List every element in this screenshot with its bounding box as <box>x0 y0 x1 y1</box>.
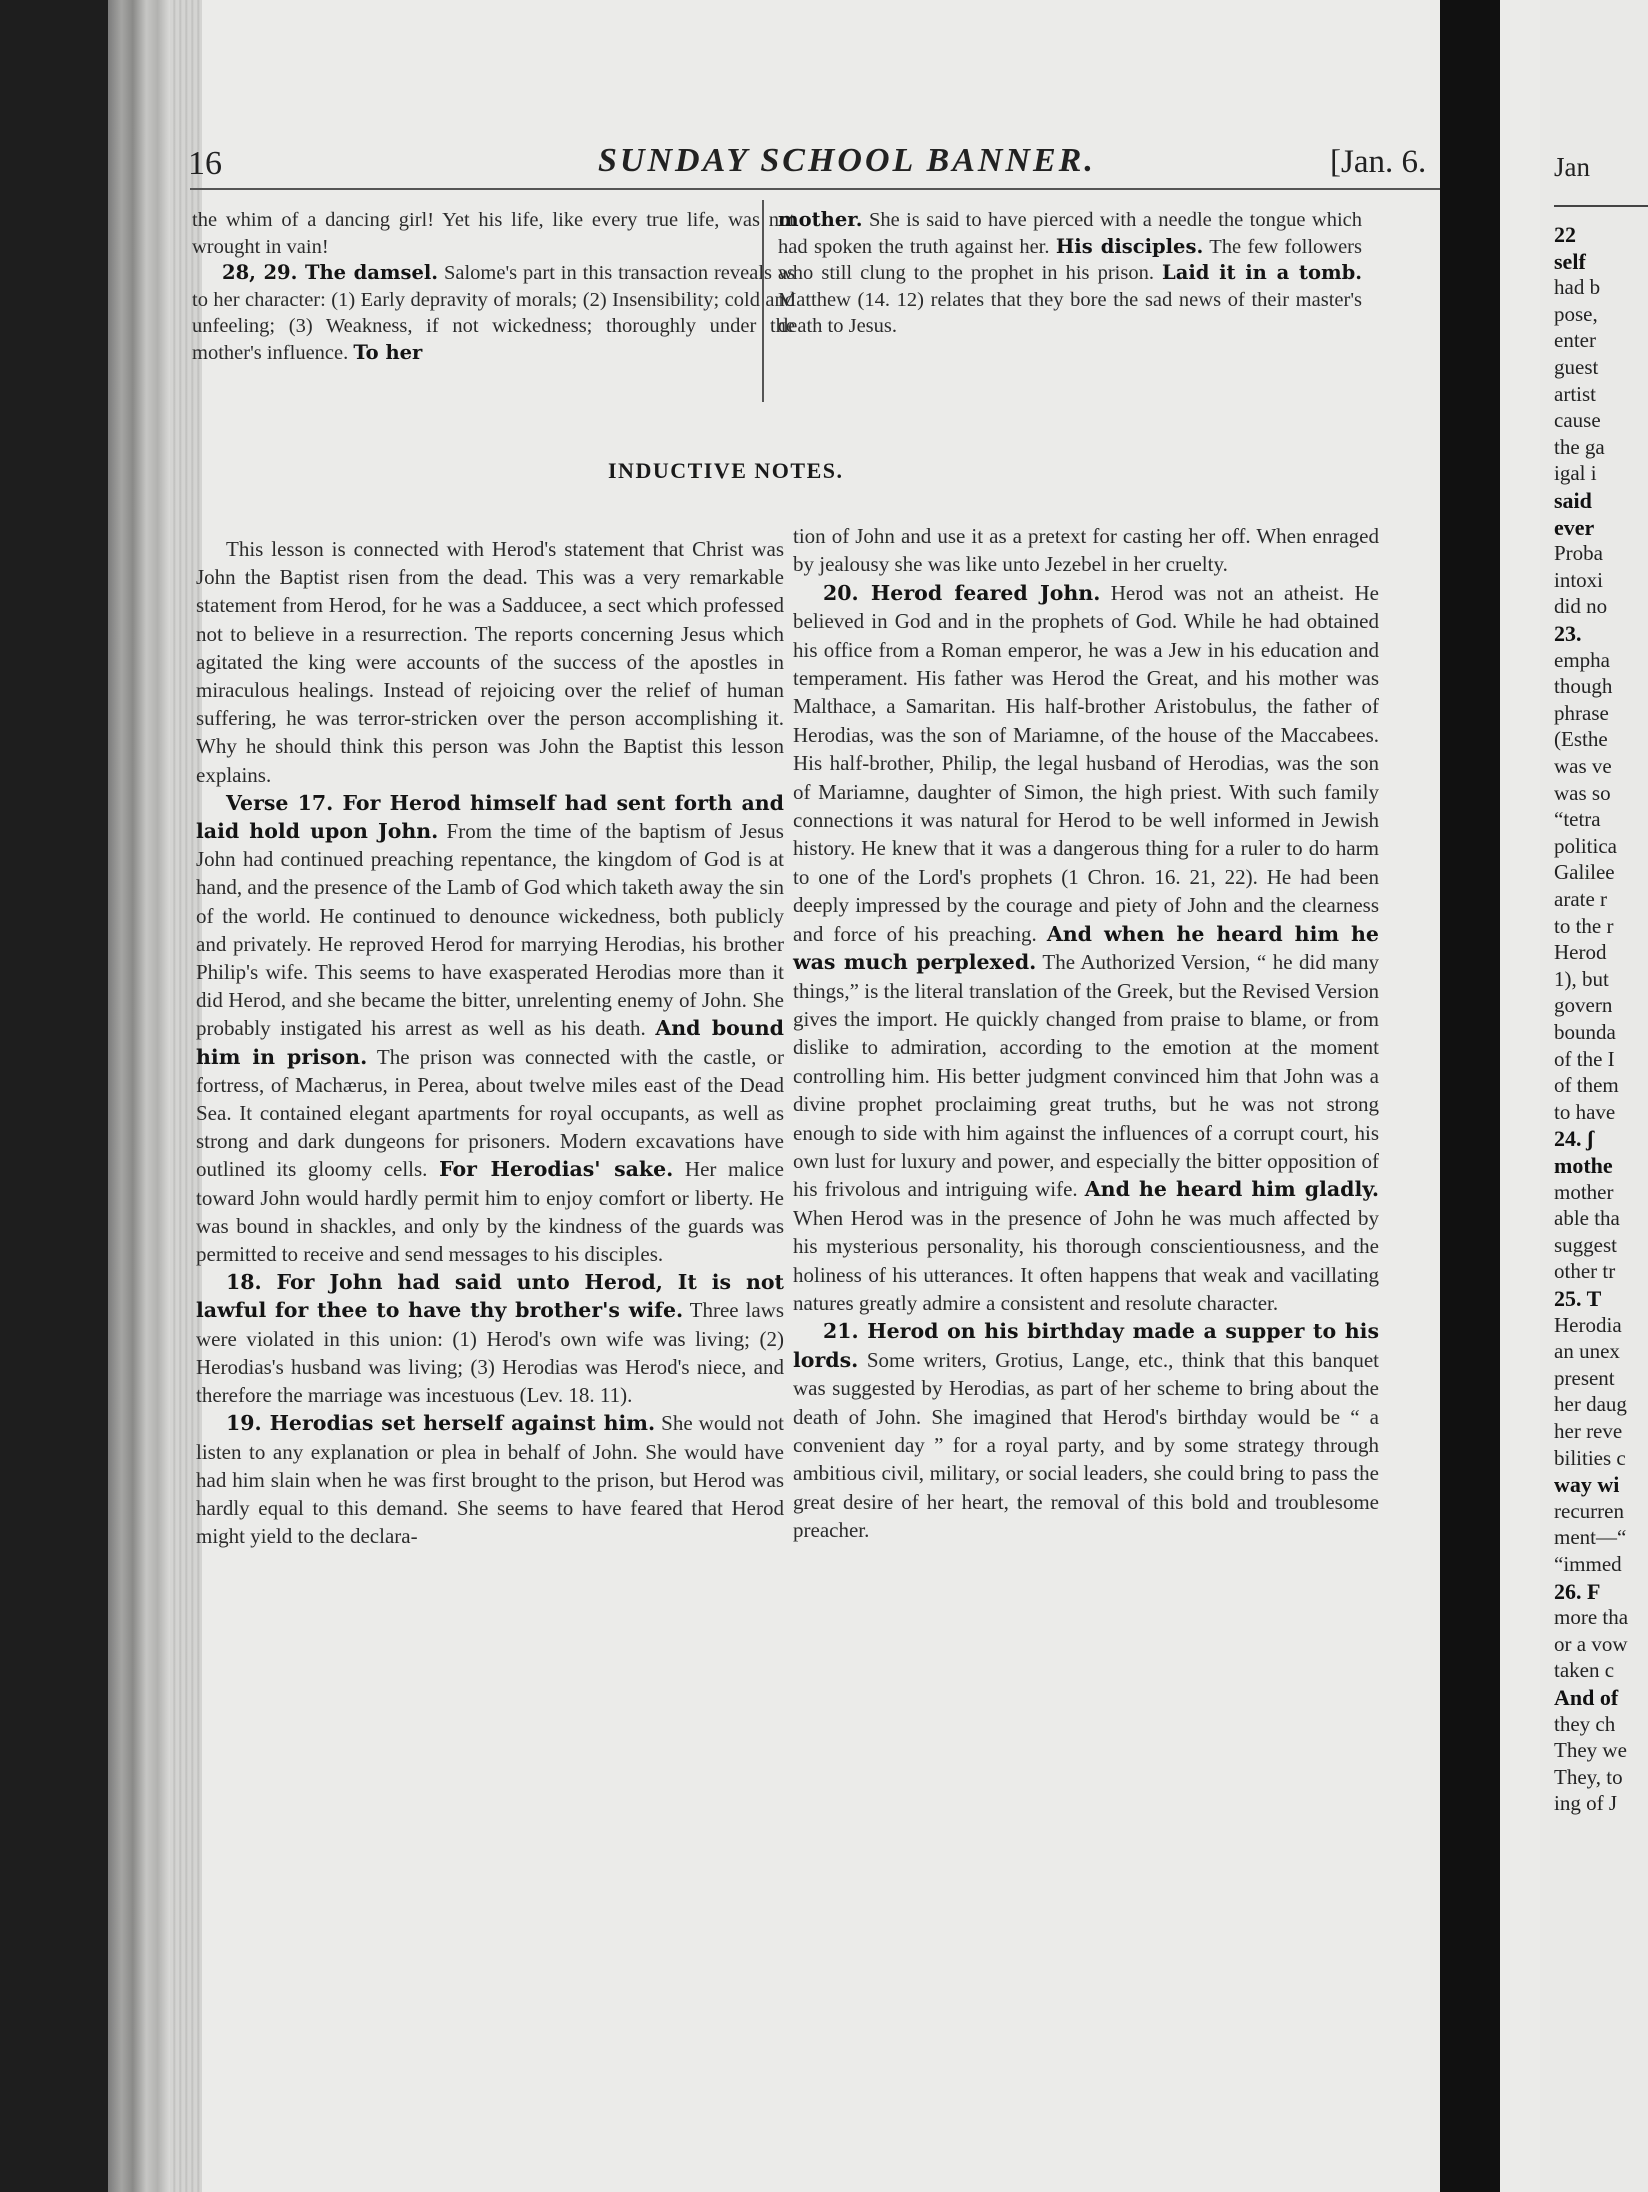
next-page-line: Proba <box>1554 541 1603 566</box>
next-page-line: recurren <box>1554 1498 1624 1523</box>
verse-heading: And bound him in prison. <box>196 1016 784 1069</box>
next-page-rule <box>1554 205 1648 207</box>
next-page-line: her daug <box>1554 1392 1627 1417</box>
next-page-line: was so <box>1554 780 1611 805</box>
paragraph: tion of John and use it as a pretext for casting her off. When enraged by jealousy she was like unto Jezebel in her cruelty. <box>793 524 1379 577</box>
next-page-line: present <box>1554 1365 1615 1390</box>
next-page-line: Herod <box>1554 940 1607 965</box>
paragraph-text: Three laws were violated in this union: (1) Herod's own wife was living; (2) Herodias's husband was living; (3) Herodias was Herod's niece, and therefore the marriage was incestuous (Lev. 18. 11). <box>196 1298 784 1408</box>
paragraph-text: She would not listen to any explanation or plea in behalf of John. She would have had him slain when he was first brought to the prison, but Herod was hardly equal to this demand. She seems to have feared that Herod might yield to the declara- <box>196 1411 785 1549</box>
next-page-line: igal i <box>1554 461 1597 486</box>
next-page-line: was ve <box>1554 754 1612 778</box>
next-page-header: Jan <box>1554 152 1590 182</box>
verse-heading: 19. Herodias set herself against him. <box>226 1411 656 1436</box>
page-edge-shadow <box>1440 0 1500 2192</box>
next-page-line: 25. T <box>1554 1286 1602 1311</box>
verse-heading: For Herodias' sake. <box>439 1157 674 1182</box>
next-page-line: Herodia <box>1554 1312 1622 1337</box>
next-page-line: guest <box>1554 355 1599 379</box>
next-page-fragment <box>1540 0 1648 2192</box>
next-page-line: had b <box>1554 275 1601 300</box>
next-page-line: self <box>1554 248 1586 274</box>
next-page-line: or a vow <box>1554 1631 1628 1656</box>
next-page-line: empha <box>1554 647 1610 672</box>
running-title: SUNDAY SCHOOL BANNER. <box>598 142 1096 179</box>
next-page-line: they ch <box>1554 1711 1616 1736</box>
paragraph-text: The few followers who still clung to the prophet in his prison. <box>778 235 1362 284</box>
next-page-line: They, to <box>1554 1764 1623 1789</box>
header-date: [Jan. 6. <box>1330 144 1427 180</box>
next-page-line: “immed <box>1554 1552 1622 1576</box>
next-page-line: ment—“ <box>1554 1525 1627 1550</box>
next-page-line: the ga <box>1554 434 1605 459</box>
paragraph-text: When Herod was in the presence of John he was much affected by his mysterious personality, his thorough conscientiousness, and the holiness of his utterances. It often happens that weak and vacillating natures greatly admire a consistent and resolute character. <box>793 1205 1379 1315</box>
next-page-line: 23. <box>1554 621 1582 646</box>
next-page-line: arate r <box>1554 887 1608 911</box>
next-page-line: cause <box>1554 408 1601 433</box>
verse-heading: 20. Herod feared John. <box>823 580 1101 605</box>
paragraph-text: From the time of the baptism of Jesus John had continued preaching repentance, the kingdom of God is at hand, and the presence of the Lamb of God which taketh away the sin of the world. He continued to denounce wickedness, both publicly and privately. He reproved Herod for marrying Herodias, his brother Philip's wife. This seems to have exasperated Herodias more than it did Herod, and she became the bitter, unrelenting enemy of John. She probably instigated his arrest as well as his death. <box>196 819 784 1041</box>
next-page-line: an unex <box>1554 1339 1620 1364</box>
next-page-line: to the r <box>1554 913 1614 938</box>
next-page-line: intoxi <box>1554 567 1604 592</box>
paragraph <box>196 1409 784 1550</box>
verse-heading: And he heard him gladly. <box>1084 1177 1379 1202</box>
next-page-line: mothe <box>1554 1153 1613 1178</box>
column-right <box>793 522 1379 1545</box>
paragraph <box>192 260 795 366</box>
next-page-line: ever <box>1554 514 1595 540</box>
next-page-line: politica <box>1554 833 1617 858</box>
next-page-line: other tr <box>1554 1259 1616 1284</box>
paragraph-text: The Authorized Version, “ he did many things,” is the literal translation of the Greek, but the Revised Version gives the import. He quickly changed from praise to blame, or from dislike to admiration, according to the emotion at the moment controlling him. His better judgment convinced him that John was a divine prophet proclaiming great truths, but he was not strong enough to side with him against the influences of a corrupt court, his own lust for luxury and power, and especially the bitter opposition of his frivolous and intriguing wife. <box>793 950 1379 1202</box>
next-page-line: 22 <box>1554 222 1576 247</box>
next-page-line: of them <box>1554 1073 1619 1098</box>
paragraph: This lesson is connected with Herod's statement that Christ was John the Baptist risen from the dead. This was a very remarkable statement from Herod, for he was a Sadducee, a sect which professed not to believe in a resurrection. The reports concerning Jesus which agitated the king were accounts of the success of the apostles in miraculous healings. Instead of rejoicing over the relief of human suffering, he was terror-stricken over the person accomplishing it. Why he should think this person was John the Baptist this lesson explains. <box>196 537 784 787</box>
binding-gutter <box>108 0 170 2192</box>
paragraph <box>793 1317 1379 1544</box>
paragraph <box>778 207 1362 340</box>
top-column-left <box>192 207 795 366</box>
verse-heading: mother. <box>778 208 863 231</box>
column-divider <box>762 200 764 402</box>
next-page-line: mother <box>1554 1179 1614 1204</box>
next-page-line: way wi <box>1554 1472 1620 1498</box>
next-page-line: of the I <box>1554 1046 1615 1071</box>
next-page-line: And of <box>1554 1685 1619 1710</box>
next-page-line: suggest <box>1554 1232 1617 1257</box>
verse-heading: To her <box>353 340 423 364</box>
next-page-line: enter <box>1554 328 1596 353</box>
top-column-right <box>778 207 1362 340</box>
paragraph-text: Some writers, Grotius, Lange, etc., think that this banquet was suggested by Herodias, as part of her scheme to bring about the death of John. She imagined that Herod's birthday would be “ a convenient day ” for a royal party, and by some strategy through ambitious civil, military, or social leaders, she could bring to pass the great desire of her heart, the removal of this bold and troublesome preacher. <box>793 1347 1379 1543</box>
paragraph <box>196 789 784 1268</box>
verse-heading: His disciples. <box>1055 234 1204 258</box>
next-page-line: 26. F <box>1554 1578 1601 1604</box>
paragraph-text: Her malice toward John would hardly permit him to enjoy comfort or liberty. He was bound in shackles, and only by the kindness of the guards was permitted to receive and send messages to his disciples. <box>196 1157 784 1267</box>
next-page-line: bilities c <box>1554 1445 1626 1470</box>
verse-heading: 18. For John had said unto Herod, It is not lawful for thee to have thy brother's wife. <box>196 1270 784 1323</box>
paragraph <box>793 579 1379 1318</box>
next-page-line: bounda <box>1554 1020 1616 1044</box>
next-page-line: said <box>1554 488 1592 513</box>
verse-heading: 21. Herod on his birthday made a supper to his lords. <box>793 1319 1379 1372</box>
verse-heading: Laid it in a tomb. <box>1162 261 1363 284</box>
next-page-line: to have <box>1554 1099 1616 1124</box>
next-page-line: 24. ʃ <box>1554 1126 1594 1152</box>
paragraph-text: The prison was connected with the castle, or fortress, of Machærus, in Perea, about twelve miles east of the Dead Sea. It contained elegant apartments for royal occupants, as well as strong and dark dungeons for prisoners. Modern excavations have outlined its gloomy cells. <box>196 1044 784 1182</box>
paragraph: the whim of a dancing girl! Yet his life, like every true life, was not wrought in vain! <box>192 209 795 258</box>
next-page-line: more tha <box>1554 1605 1629 1630</box>
verse-heading: And when he heard him he was much perplexed. <box>793 921 1379 975</box>
header-rule <box>190 188 1440 190</box>
next-page-line: (Esthe <box>1554 727 1608 752</box>
page-number: 16 <box>188 145 222 182</box>
next-page-line: ing of J <box>1554 1791 1617 1816</box>
next-page-line: They we <box>1554 1738 1627 1763</box>
next-page-line: Galilee <box>1554 860 1615 885</box>
next-page-line: taken c <box>1554 1658 1615 1683</box>
paragraph-text: Matthew (14. 12) relates that they bore the sad news of their master's death to Jesus. <box>778 288 1362 337</box>
paragraph-text: Herod was not an atheist. He believed in God and in the prophets of God. While he had obtained his office from a Roman emperor, he was a Jew in his education and temperament. His father was Herod the Great, and his mother was Malthace, a Samaritan. His half-brother Aristobulus, the father of Herodias, was the son of Mariamne, of the house of the Maccabees. His half-brother, Philip, the legal husband of Herodias, was the son of Mariamne, daughter of Simon, the high priest. With such family connections it was natural for Herod to be well informed in Jewish history. He knew that it was a dangerous thing for a ruler to do harm to one of the Lord's prophets (1 Chron. 16. 21, 22). He had been deeply impressed by the courage and piety of John and the clearness and force of his preaching. <box>793 580 1379 946</box>
verse-heading: 28, 29. The damsel. <box>222 261 439 284</box>
next-page-line: pose, <box>1554 301 1598 326</box>
next-page-line: able tha <box>1554 1206 1620 1231</box>
paragraph-text: She is said to have pierced with a needle the tongue which had spoken the truth against her. <box>778 209 1362 258</box>
next-page-line: 1), but <box>1554 966 1609 991</box>
next-page-line: did no <box>1554 594 1608 619</box>
next-page-line: her reve <box>1554 1419 1623 1443</box>
paragraph <box>196 1268 784 1409</box>
section-title: INDUCTIVE NOTES. <box>608 458 844 483</box>
next-page-line: phrase <box>1554 700 1609 725</box>
next-page-line: though <box>1554 674 1613 699</box>
column-left <box>196 535 784 1550</box>
paragraph-text: Salome's part in this transaction reveals as to her character: (1) Early depravity of morals; (2) Insensibility; cold and unfeeling; (3) Weakness, if not wickedness; thoroughly under the mother's influence. <box>192 262 795 364</box>
next-page-line: govern <box>1554 993 1613 1018</box>
next-page-line: artist <box>1554 381 1596 406</box>
verse-heading: Verse 17. For Herod himself had sent forth and laid hold upon John. <box>196 790 784 844</box>
next-page-line: “tetra <box>1554 807 1601 832</box>
